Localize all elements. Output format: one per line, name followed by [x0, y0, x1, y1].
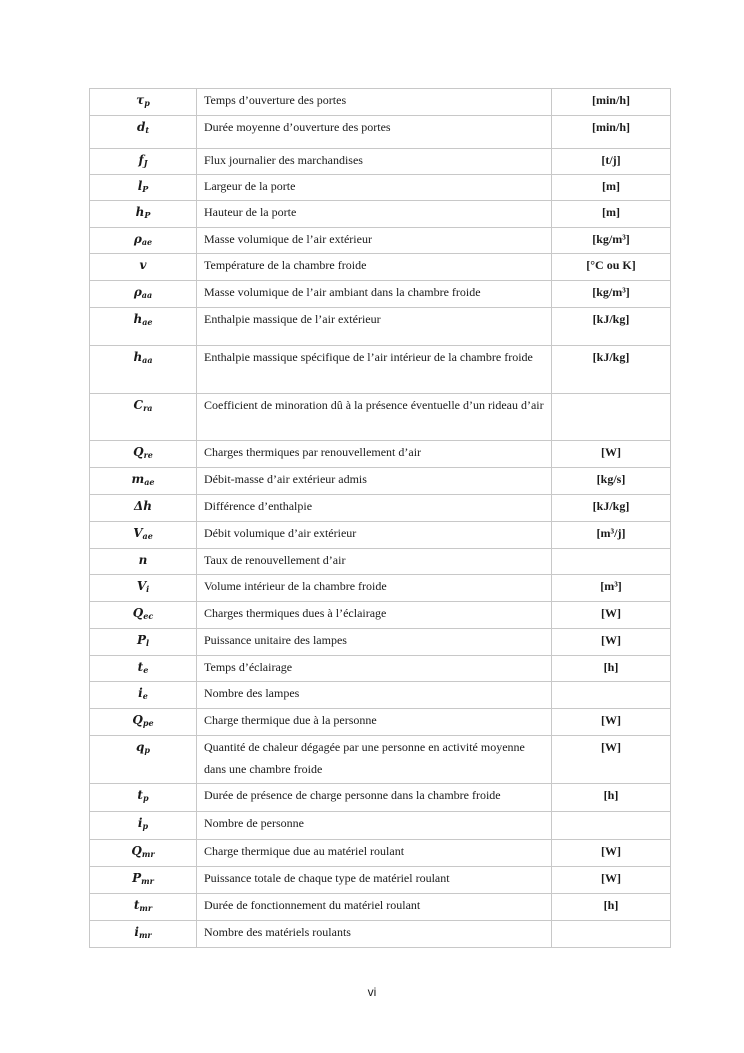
symbol-main: P: [136, 633, 146, 647]
unit-cell: [W]: [552, 602, 671, 629]
symbol-main: i: [134, 925, 139, 939]
unit-cell: [W]: [552, 867, 671, 894]
table-row: [90, 149, 671, 175]
symbol-main: τ: [136, 93, 145, 107]
symbol-main: t: [133, 898, 140, 912]
description-cell: Masse volumique de l’air extérieur: [197, 228, 552, 254]
description-cell: Charge thermique due au matériel roulant: [197, 840, 552, 867]
symbol-cell: [90, 89, 197, 116]
table-row: [90, 394, 671, 441]
symbol-subscript: p: [144, 98, 150, 108]
symbol-cell: [90, 921, 197, 948]
table-row: [90, 281, 671, 308]
symbol-main: h: [135, 205, 145, 219]
table-row: [90, 682, 671, 709]
table-row: [90, 228, 671, 254]
symbol-cell: [90, 175, 197, 201]
symbol-main: l: [137, 179, 143, 193]
table-row: [90, 784, 671, 812]
table-row: [90, 89, 671, 116]
table-row: [90, 201, 671, 228]
description-cell: Enthalpie massique de l’air extérieur: [197, 308, 552, 346]
symbol-cell: [90, 784, 197, 812]
description-cell: Temps d’éclairage: [197, 656, 552, 682]
symbol-cell: [90, 736, 197, 784]
unit-cell: [m³/j]: [552, 522, 671, 549]
symbol-main: V: [133, 526, 143, 540]
symbol-subscript: ec: [143, 611, 154, 621]
unit-cell: [m]: [552, 175, 671, 201]
table-row: [90, 522, 671, 549]
unit-cell: [552, 682, 671, 709]
symbol-cell: [90, 254, 197, 281]
description-cell: Taux de renouvellement d’air: [197, 549, 552, 575]
table-row: [90, 175, 671, 201]
description-cell: Durée de présence de charge personne dans la chambre froide: [197, 784, 552, 812]
description-cell: Quantité de chaleur dégagée par une personne en activité moyenne dans une chambre froide: [197, 736, 552, 784]
symbol-subscript: J: [143, 158, 148, 168]
symbol-subscript: ra: [143, 403, 153, 413]
unit-cell: [kJ/kg]: [552, 495, 671, 522]
symbol-subscript: p: [144, 745, 150, 755]
description-cell: Durée de fonctionnement du matériel roulant: [197, 894, 552, 921]
symbol-cell: [90, 228, 197, 254]
unit-cell: [°C ou K]: [552, 254, 671, 281]
symbol-cell: [90, 346, 197, 394]
symbol-cell: [90, 468, 197, 495]
description-cell: Hauteur de la porte: [197, 201, 552, 228]
symbol-main: v: [139, 258, 147, 272]
description-cell: Masse volumique de l’air ambiant dans la chambre froide: [197, 281, 552, 308]
table-row: [90, 602, 671, 629]
unit-cell: [W]: [552, 441, 671, 468]
description-cell: Temps d’ouverture des portes: [197, 89, 552, 116]
unit-cell: [552, 549, 671, 575]
table-row: [90, 709, 671, 736]
symbol-cell: [90, 495, 197, 522]
table-row: [90, 254, 671, 281]
symbol-cell: [90, 812, 197, 840]
symbol-cell: [90, 840, 197, 867]
symbol-subscript: P: [142, 184, 149, 194]
unit-cell: [kJ/kg]: [552, 308, 671, 346]
symbol-main: Q: [131, 844, 142, 858]
symbol-cell: [90, 867, 197, 894]
symbol-cell: [90, 682, 197, 709]
symbol-cell: [90, 116, 197, 149]
symbol-subscript: aa: [141, 290, 153, 300]
description-cell: Nombre de personne: [197, 812, 552, 840]
symbol-subscript: e: [142, 691, 148, 701]
table-row: [90, 812, 671, 840]
symbol-main: t: [137, 660, 144, 674]
unit-cell: [min/h]: [552, 89, 671, 116]
unit-cell: [W]: [552, 629, 671, 656]
symbol-subscript: i: [146, 584, 150, 594]
symbol-cell: [90, 522, 197, 549]
description-cell: Flux journalier des marchandises: [197, 149, 552, 175]
symbol-main: n: [138, 553, 148, 567]
symbol-main: C: [133, 398, 144, 412]
symbol-subscript: P: [144, 210, 151, 220]
symbol-main: m: [131, 472, 145, 486]
unit-cell: [min/h]: [552, 116, 671, 149]
symbol-subscript: mr: [141, 876, 154, 886]
unit-cell: [t/j]: [552, 149, 671, 175]
symbol-cell: [90, 549, 197, 575]
symbol-cell: [90, 394, 197, 441]
unit-cell: [W]: [552, 840, 671, 867]
symbol-main: Δh: [133, 499, 153, 513]
symbol-cell: [90, 149, 197, 175]
unit-cell: [kg/s]: [552, 468, 671, 495]
unit-cell: [h]: [552, 656, 671, 682]
unit-cell: [W]: [552, 736, 671, 784]
symbol-main: h: [133, 312, 143, 326]
unit-cell: [kg/m³]: [552, 228, 671, 254]
symbol-cell: [90, 308, 197, 346]
description-cell: Puissance totale de chaque type de matériel roulant: [197, 867, 552, 894]
symbol-subscript: e: [143, 665, 149, 675]
description-cell: Largeur de la porte: [197, 175, 552, 201]
description-cell: Débit-masse d’air extérieur admis: [197, 468, 552, 495]
symbol-main: Q: [132, 713, 143, 727]
page-number: vi: [367, 985, 377, 999]
symbol-cell: [90, 629, 197, 656]
unit-cell: [552, 394, 671, 441]
table-row: [90, 894, 671, 921]
symbol-main: ρ: [133, 232, 142, 246]
symbol-cell: [90, 894, 197, 921]
symbol-subscript: mr: [138, 930, 152, 940]
table-row: [90, 575, 671, 602]
symbol-cell: [90, 575, 197, 602]
unit-cell: [h]: [552, 784, 671, 812]
symbol-main: t: [137, 788, 143, 802]
unit-cell: [kg/m³]: [552, 281, 671, 308]
table-row: [90, 116, 671, 149]
symbol-subscript: t: [145, 125, 150, 135]
symbol-main: i: [137, 816, 143, 830]
symbol-main: Q: [133, 445, 144, 459]
table-row: [90, 468, 671, 495]
unit-cell: [552, 921, 671, 948]
table-row: [90, 736, 671, 784]
table-row: [90, 495, 671, 522]
symbol-main: f: [138, 153, 144, 167]
table-row: [90, 656, 671, 682]
description-cell: Charges thermiques par renouvellement d’air: [197, 441, 552, 468]
symbol-subscript: mr: [139, 903, 153, 913]
table-row: [90, 867, 671, 894]
symbol-subscript: aa: [142, 355, 153, 365]
symbol-main: ρ: [133, 285, 142, 299]
symbol-subscript: p: [142, 821, 149, 831]
symbol-main: i: [138, 686, 143, 700]
symbol-cell: [90, 281, 197, 308]
symbol-cell: [90, 602, 197, 629]
unit-cell: [W]: [552, 709, 671, 736]
unit-cell: [m³]: [552, 575, 671, 602]
symbol-subscript: ae: [141, 237, 153, 247]
symbol-main: Q: [132, 606, 144, 620]
description-cell: Durée moyenne d’ouverture des portes: [197, 116, 552, 149]
description-cell: Volume intérieur de la chambre froide: [197, 575, 552, 602]
description-cell: Nombre des lampes: [197, 682, 552, 709]
nomenclature-table-body: [90, 89, 671, 948]
table-row: [90, 921, 671, 948]
symbol-subscript: ae: [142, 317, 153, 327]
description-cell: Charges thermiques dues à l’éclairage: [197, 602, 552, 629]
unit-cell: [kJ/kg]: [552, 346, 671, 394]
description-cell: Débit volumique d’air extérieur: [197, 522, 552, 549]
table-row: [90, 346, 671, 394]
description-cell: Coefficient de minoration dû à la présence éventuelle d’un rideau d’air: [197, 394, 552, 441]
unit-cell: [m]: [552, 201, 671, 228]
table-row: [90, 629, 671, 656]
symbol-subscript: p: [142, 793, 149, 803]
table-row: [90, 308, 671, 346]
symbol-main: V: [136, 579, 147, 593]
description-cell: Nombre des matériels roulants: [197, 921, 552, 948]
unit-cell: [552, 812, 671, 840]
table-row: [90, 840, 671, 867]
symbol-main: q: [136, 740, 145, 754]
description-cell: Différence d’enthalpie: [197, 495, 552, 522]
symbol-cell: [90, 656, 197, 682]
symbol-subscript: ae: [144, 477, 155, 487]
symbol-subscript: mr: [141, 849, 155, 859]
nomenclature-table: [89, 88, 671, 948]
symbol-main: d: [136, 120, 146, 134]
symbol-cell: [90, 201, 197, 228]
table-row: [90, 441, 671, 468]
description-cell: Enthalpie massique spécifique de l’air intérieur de la chambre froide: [197, 346, 552, 394]
symbol-subscript: re: [143, 450, 153, 460]
symbol-main: P: [132, 871, 142, 885]
symbol-subscript: ae: [142, 531, 153, 541]
unit-cell: [h]: [552, 894, 671, 921]
symbol-subscript: pe: [142, 718, 154, 728]
symbol-subscript: l: [145, 638, 150, 648]
symbol-main: h: [133, 350, 143, 364]
symbol-cell: [90, 441, 197, 468]
description-cell: Charge thermique due à la personne: [197, 709, 552, 736]
description-cell: Température de la chambre froide: [197, 254, 552, 281]
table-row: [90, 549, 671, 575]
symbol-cell: [90, 709, 197, 736]
description-cell: Puissance unitaire des lampes: [197, 629, 552, 656]
